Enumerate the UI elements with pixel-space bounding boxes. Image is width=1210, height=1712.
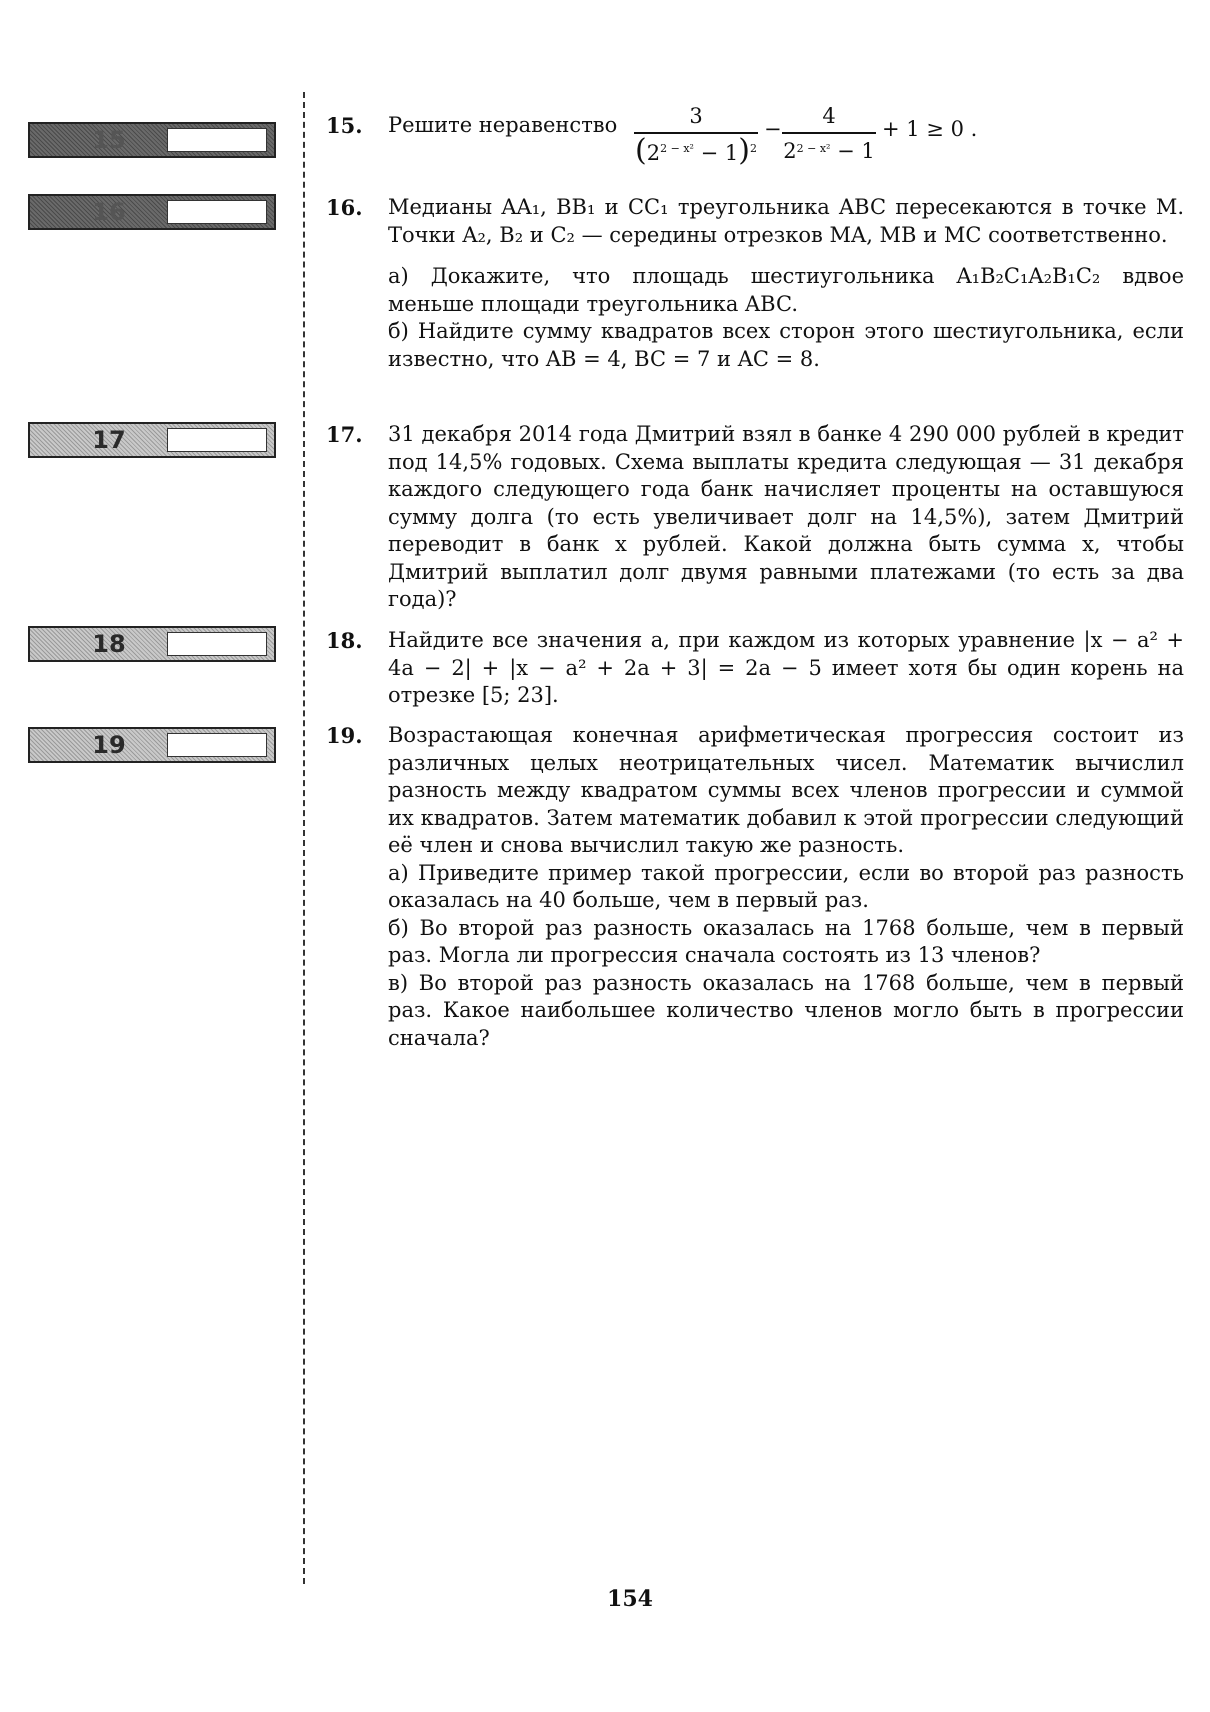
answer-box-15 [28,122,276,158]
answer-box-number: 18 [92,630,126,658]
inequality-tail: + 1 ≥ 0 . [882,117,978,141]
answer-field-19[interactable] [167,733,267,757]
task-18 [326,627,1184,710]
task-15 [326,100,1184,184]
fraction-1-numerator: 3 [689,104,703,128]
task-17 [326,421,1184,614]
answer-box-number: 19 [92,731,126,759]
answer-box-17 [28,422,276,458]
answer-box-16 [28,194,276,230]
answer-field-15[interactable] [167,128,267,152]
task-number: 19. [326,723,363,748]
cut-line [303,92,305,1584]
task-number: 15. [326,113,363,138]
answer-box-number: 17 [92,426,126,454]
task-15-text: Решите неравенство [388,113,618,137]
task-19-part-c: в) Во второй раз разность оказалась на 1768 больше, чем в первый раз. Какое наибольшее количество членов могло быть в прогрессии сначала? [388,970,1184,1050]
task-19-intro: Возрастающая конечная арифметическая прогрессия состоит из различных целых неотрицательных чисел. Математик вычислил разность между квадратом суммы всех членов прогрессии и суммой их квадратов. Затем математик добавил к этой прогрессии следующий её член и снова вычислил такую же разность. [388,723,1184,857]
answer-box-19 [28,727,276,763]
fraction-2-denominator: $2^{2 - x^2} - 1$ [783,139,875,163]
answer-field-18[interactable] [167,632,267,656]
task-16-part-a: а) Докажите, что площадь шестиугольника A₁B₂C₁A₂B₁C₂ вдвое меньше площади треугольника ABC. [388,264,1184,316]
task-19 [326,722,1184,1052]
fraction-2 [782,100,876,168]
task-16 [326,194,1184,373]
answer-box-18 [28,626,276,662]
fraction-1-denominator: $(2^{2 - x^2} - 1)^2$ [635,133,757,168]
page-number: 154 [607,1586,653,1612]
task-number: 17. [326,422,363,447]
task-16-part-b: б) Найдите сумму квадратов всех сторон этого шестиугольника, если известно, что AB = 4, BC = 7 и AC = 8. [388,319,1184,371]
task-19-part-b: б) Во второй раз разность оказалась на 1768 больше, чем в первый раз. Могла ли прогрессия сначала состоять из 13 членов? [388,915,1184,967]
task-17-text: 31 декабря 2014 года Дмитрий взял в банке 4 290 000 рублей в кредит под 14,5% годовых. Схема выплаты кредита следующая — 31 декабря каждого следующего года банк начисляет проценты на оставшуюся сумму долга (то есть увеличивает долг на 14,5%), затем Дмитрий переводит в банк x рублей. Какой должна быть сумма x, чтобы Дмитрий выплатил долг двумя равными платежами (то есть за два года)? [388,422,1184,611]
task-18-text: Найдите все значения a, при каждом из которых уравнение |x − a² + 4a − 2| + |x − a² + 2a + 3| = 2a − 5 имеет хотя бы один корень на отрезке [5; 23]. [388,628,1184,707]
task-number: 18. [326,628,363,653]
task-18-body [388,627,1184,710]
task-number: 16. [326,195,363,220]
task-16-body [388,194,1184,373]
task-16-intro: Медианы AA₁, BB₁ и CC₁ треугольника ABC пересекаются в точке M. Точки A₂, B₂ и C₂ — середины отрезков MA, MB и MC соответственно. [388,195,1184,247]
fraction-2-numerator: 4 [822,104,836,128]
answer-field-17[interactable] [167,428,267,452]
task-19-part-a: а) Приведите пример такой прогрессии, если во второй раз разность оказалась на 40 больше, чем в первый раз. [388,860,1184,912]
task-19-body [388,722,1184,1052]
minus-sign: − [764,117,782,141]
answer-box-number: 15 [92,126,126,154]
fraction-1 [634,100,758,168]
task-17-body [388,421,1184,614]
answer-field-16[interactable] [167,200,267,224]
answer-box-number: 16 [92,198,126,226]
